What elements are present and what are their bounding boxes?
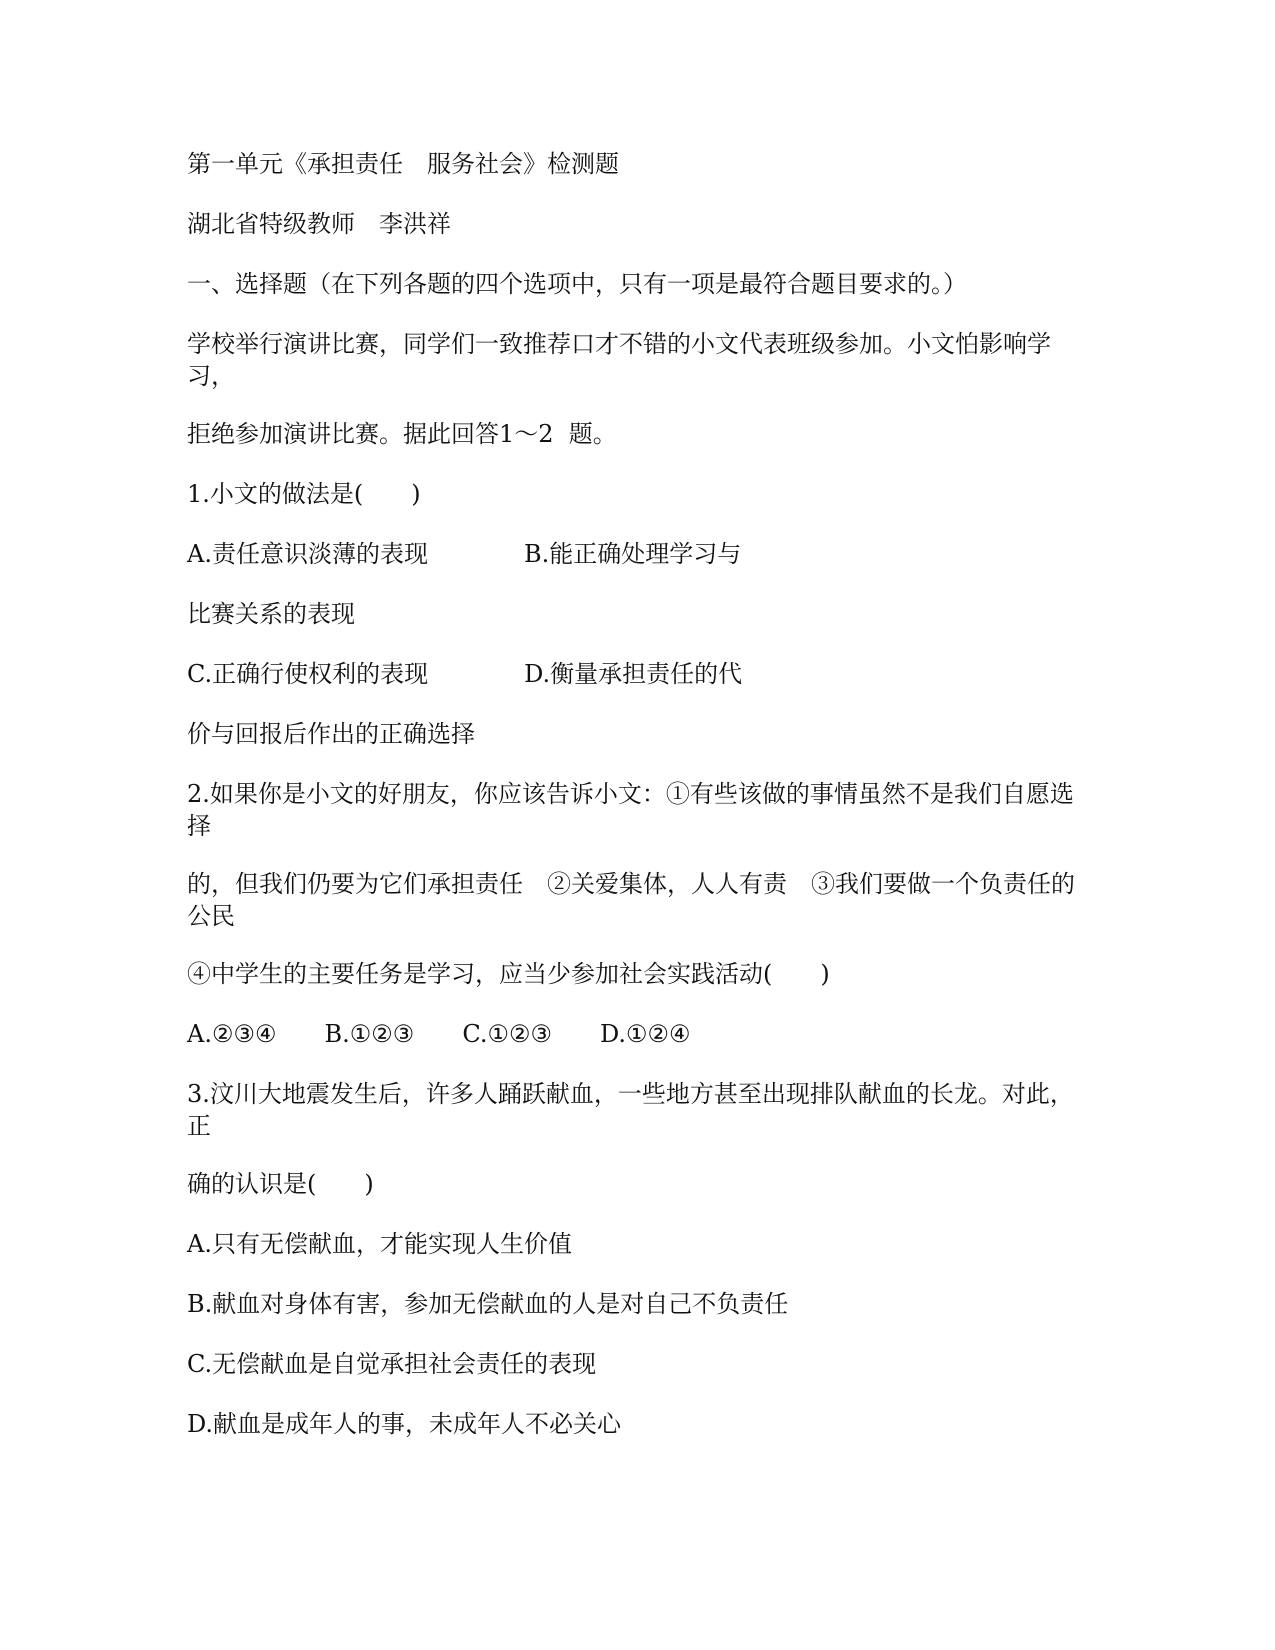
question-2-options: A.②③④ B.①②③ C.①②③ D.①②④ <box>187 1020 691 1048</box>
question-3: 3.汶川大地震发生后，许多人踊跃献血，一些地方甚至出现排队献血的长龙。对此，正 <box>187 1080 1074 1140</box>
question-3-option-c: C.无偿献血是自觉承担社会责任的表现 <box>187 1350 597 1378</box>
question-3-option-d: D.献血是成年人的事，未成年人不必关心 <box>187 1410 622 1438</box>
document-author: 湖北省特级教师 李洪祥 <box>187 210 451 238</box>
question-2-line: 的，但我们仍要为它们承担责任 ②关爱集体，人人有责 ③我们要做一个负责任的公民 <box>187 870 1075 930</box>
question-1-option-line: 比赛关系的表现 <box>187 600 355 628</box>
question-1: 1.小文的做法是( ) <box>187 480 421 508</box>
section-heading: 一、选择题（在下列各题的四个选项中，只有一项是最符合题目要求的。） <box>187 270 967 298</box>
document-title: 第一单元《承担责任 服务社会》检测题 <box>187 150 619 178</box>
question-2-line: ④中学生的主要任务是学习，应当少参加社会实践活动( ) <box>187 960 830 988</box>
question-1-option-line: A.责任意识淡薄的表现 B.能正确处理学习与 <box>187 540 742 568</box>
question-1-option-line: C.正确行使权利的表现 D.衡量承担责任的代 <box>187 660 743 688</box>
question-3-line: 确的认识是( ) <box>187 1170 374 1198</box>
question-2: 2.如果你是小文的好朋友，你应该告诉小文：①有些该做的事情虽然不是我们自愿选择 <box>187 780 1074 840</box>
passage-line: 学校举行演讲比赛，同学们一致推荐口才不错的小文代表班级参加。小文怕影响学习， <box>187 330 1051 390</box>
question-1-option-line: 价与回报后作出的正确选择 <box>187 720 475 748</box>
passage-line: 拒绝参加演讲比赛。据此回答1～2 题。 <box>187 420 617 448</box>
question-3-option-a: A.只有无偿献血，才能实现人生价值 <box>187 1230 572 1258</box>
question-3-option-b: B.献血对身体有害，参加无偿献血的人是对自己不负责任 <box>187 1290 789 1318</box>
